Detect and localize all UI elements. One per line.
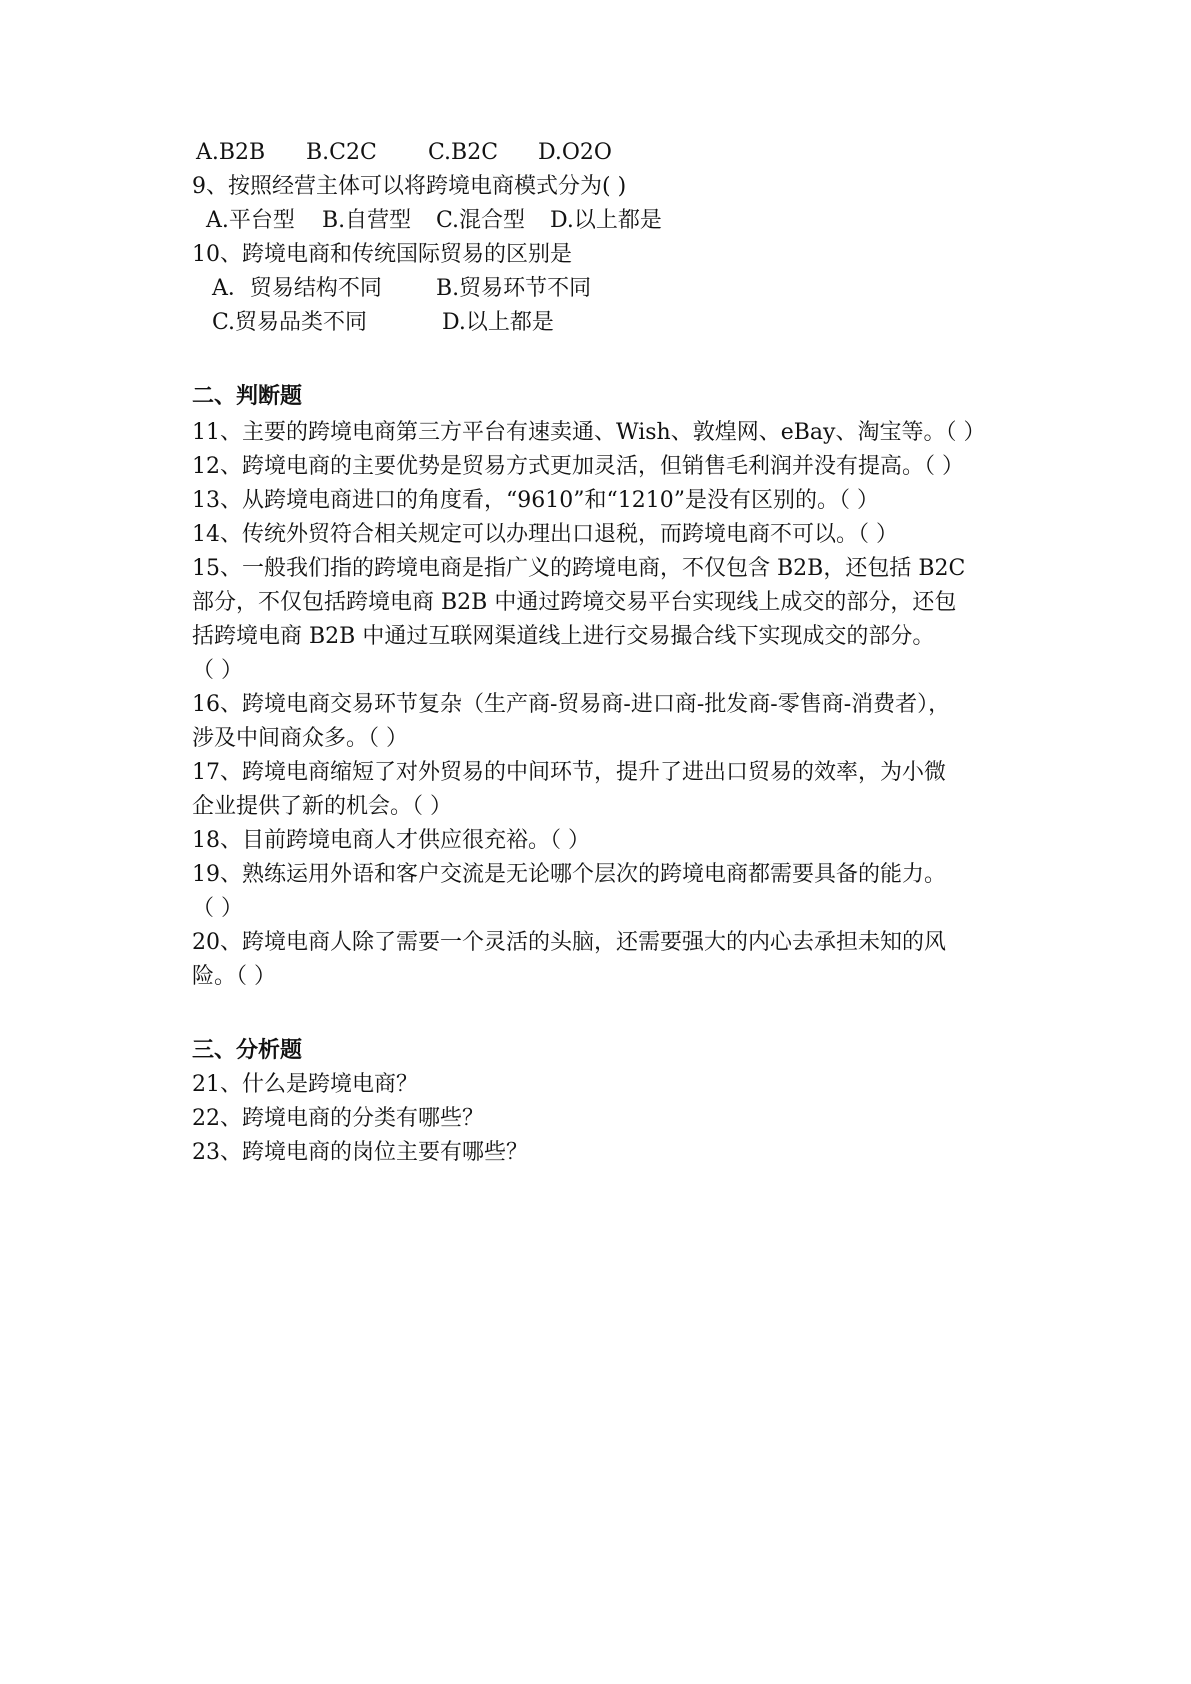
q10-option-d: D.以上都是	[442, 310, 554, 335]
q20-line-2: 险。（ ）	[192, 964, 276, 989]
q10-question: 10、跨境电商和传统国际贸易的区别是	[192, 242, 572, 267]
q8-option-a: A.B2B	[196, 140, 266, 165]
q18-statement: 18、目前跨境电商人才供应很充裕。（ ）	[192, 828, 590, 853]
q9-question: 9、按照经营主体可以将跨境电商模式分为( )	[192, 174, 627, 199]
q16-line-1: 16、跨境电商交易环节复杂（生产商-贸易商-进口商-批发商-零售商-消费者），	[192, 692, 951, 717]
q8-option-b: B.C2C	[306, 140, 377, 165]
q20-line-1: 20、跨境电商人除了需要一个灵活的头脑，还需要强大的内心去承担未知的风	[192, 930, 946, 955]
q17-line-1: 17、跨境电商缩短了对外贸易的中间环节，提升了进出口贸易的效率，为小微	[192, 760, 946, 785]
q9-option-b: B.自营型	[322, 208, 412, 233]
section-heading-analysis: 三、分析题	[192, 1038, 303, 1063]
q15-line-1: 15、一般我们指的跨境电商是指广义的跨境电商，不仅包含 B2B，还包括 B2C	[192, 556, 966, 581]
q16-line-2: 涉及中间商众多。（ ）	[192, 726, 408, 751]
q9-option-c: C.混合型	[436, 208, 526, 233]
q9-option-d: D.以上都是	[550, 208, 662, 233]
q13-statement: 13、从跨境电商进口的角度看，“9610”和“1210”是没有区别的。（ ）	[192, 488, 879, 513]
q22-question: 22、跨境电商的分类有哪些？	[192, 1106, 484, 1131]
q10-option-b: B.贸易环节不同	[436, 276, 592, 301]
q15-line-3: 括跨境电商 B2B 中通过互联网渠道线上进行交易撮合线下实现成交的部分。	[192, 624, 935, 649]
q8-option-c: C.B2C	[428, 140, 499, 165]
q10-option-c: C.贸易品类不同	[212, 310, 368, 335]
section-heading-true-false: 二、判断题	[192, 384, 303, 409]
q8-option-d: D.O2O	[538, 140, 612, 165]
q10-option-a: A．贸易结构不同	[212, 276, 382, 301]
q9-option-a: A.平台型	[206, 208, 295, 233]
q21-question: 21、什么是跨境电商？	[192, 1072, 418, 1097]
q15-line-2: 部分，不仅包括跨境电商 B2B 中通过跨境交易平台实现线上成交的部分，还包	[192, 590, 957, 615]
q15-line-4: （ ）	[192, 658, 243, 683]
q23-question: 23、跨境电商的岗位主要有哪些？	[192, 1140, 528, 1165]
q14-statement: 14、传统外贸符合相关规定可以办理出口退税，而跨境电商不可以。（ ）	[192, 522, 898, 547]
q11-statement: 11、主要的跨境电商第三方平台有速卖通、Wish、敦煌网、eBay、淘宝等。（ ）	[192, 420, 986, 445]
q12-statement: 12、跨境电商的主要优势是贸易方式更加灵活，但销售毛利润并没有提高。（ ）	[192, 454, 964, 479]
q19-line-1: 19、熟练运用外语和客户交流是无论哪个层次的跨境电商都需要具备的能力。	[192, 862, 946, 887]
q19-line-2: （ ）	[192, 896, 243, 921]
q17-line-2: 企业提供了新的机会。（ ）	[192, 794, 452, 819]
